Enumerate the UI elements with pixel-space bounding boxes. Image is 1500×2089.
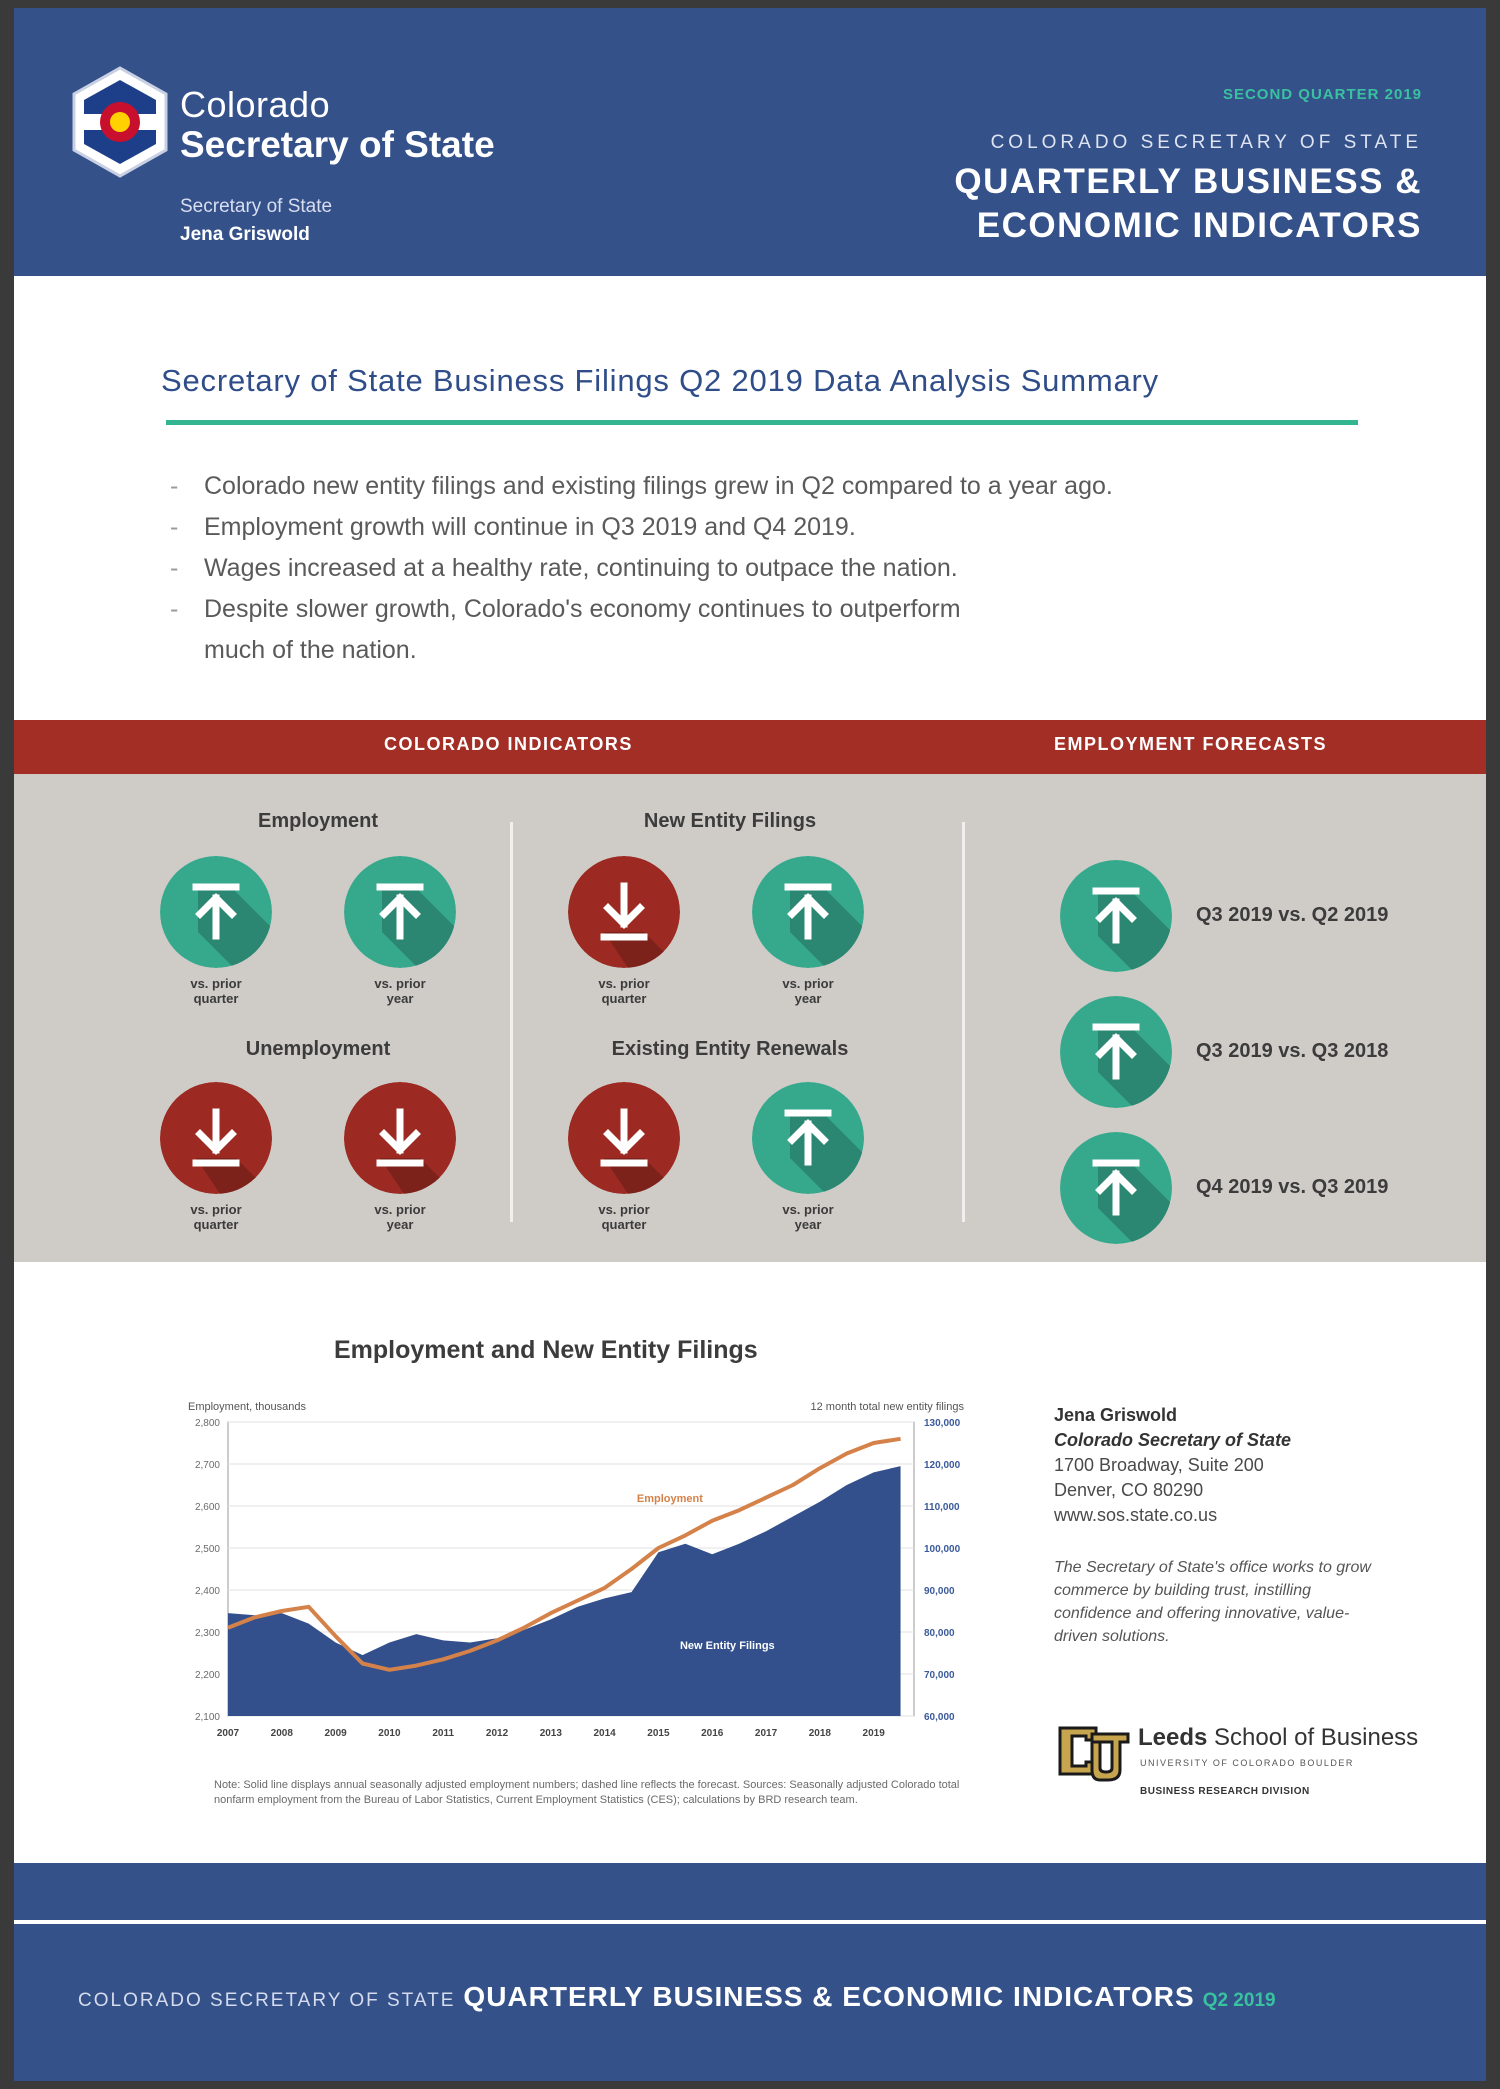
summary-title: Secretary of State Business Filings Q2 2019 Data Analysis Summary [161,363,1159,398]
footer-text [78,1981,1276,2013]
contact-address-line2: Denver, CO 80290 [1054,1480,1204,1500]
report-page [14,8,1486,2081]
y-right-tick-label: 90,000 [924,1586,955,1597]
panel-divider [510,822,513,1222]
x-tick-label: 2007 [216,1728,240,1739]
y-right-tick-label: 80,000 [924,1628,955,1639]
y-right-tick-label: 120,000 [924,1460,961,1471]
y-right-tick-label: 60,000 [924,1712,955,1723]
x-tick-label: 2010 [378,1728,401,1739]
y-right-tick-label: 100,000 [924,1544,961,1555]
x-tick-label: 2014 [593,1728,616,1739]
arrow-indicator-icon [344,856,456,968]
mission-statement: The Secretary of State's office works to grow commerce by building trust, instilling confidence and offering innovative, value-driven solutions. [1054,1559,1371,1645]
indicator-label: vs. prior year [374,1202,426,1232]
forecast-label: Q4 2019 vs. Q3 2019 [1196,1176,1389,1198]
indicator-label: vs. prior quarter [598,1202,650,1232]
indicator-label: vs. prior year [374,976,426,1006]
forecast-arrow-icon [1060,996,1172,1108]
official-role: Secretary of State [180,196,333,217]
leeds-division: BUSINESS RESEARCH DIVISION [1140,1786,1310,1797]
colorado-indicators-heading: COLORADO INDICATORS [384,734,633,754]
footer-stripe [14,1863,1486,1920]
x-tick-label: 2008 [270,1728,293,1739]
y-left-tick-label: 2,100 [194,1712,220,1723]
summary-divider [166,420,1358,425]
y-right-axis-label: 12 month total new entity filings [810,1401,964,1413]
indicator-label: vs. prior quarter [190,1202,242,1232]
header-org-caps: COLORADO SECRETARY OF STATE [990,132,1422,153]
y-left-tick-label: 2,300 [194,1628,220,1639]
summary-bullets [164,466,1304,671]
summary-bullet: - Employment growth will continue in Q3 2019 and Q4 2019. [164,507,1304,548]
x-tick-label: 2017 [754,1728,778,1739]
chart-note: Note: Solid line displays annual seasonally adjusted employment numbers; dashed line reflects the forecast. Sources: Seasonally adjusted Colorado total nonfarm employment from the Bureau of Labor Statistics, Current Employment Statistics (CES); calculations by BRD research team. [214,1779,960,1806]
arrow-indicator-icon [752,856,864,968]
employment-series-label: Employment [636,1492,703,1505]
footer-org: COLORADO SECRETARY OF STATE [78,1990,456,2011]
indicator-label: vs. prior quarter [598,976,650,1006]
contact-block [1054,1403,1394,1528]
group-title-employment: Employment [257,810,379,832]
arrow-indicator-icon [160,1082,272,1194]
y-right-tick-label: 70,000 [924,1670,955,1681]
summary-bullet: - Colorado new entity filings and existing filings grew in Q2 compared to a year ago. [164,466,1304,507]
indicators-panel [14,774,1486,1262]
arrow-indicator-icon [160,856,272,968]
org-name-line1: Colorado [180,84,331,125]
x-tick-label: 2011 [432,1728,455,1739]
header-banner [14,8,1486,276]
x-tick-label: 2016 [701,1728,724,1739]
y-left-tick-label: 2,400 [194,1586,220,1597]
x-tick-label: 2012 [485,1728,509,1739]
footer-banner [14,1924,1486,2081]
summary-bullet: - Wages increased at a healthy rate, continuing to outpace the nation. [164,548,1304,589]
forecast-label: Q3 2019 vs. Q3 2018 [1196,1040,1389,1062]
contact-address-line1: 1700 Broadway, Suite 200 [1054,1455,1264,1475]
chart-title: Employment and New Entity Filings [334,1336,758,1364]
indicator-label: vs. prior quarter [190,976,242,1006]
indicator-label: vs. prior year [782,976,834,1006]
y-left-tick-label: 2,200 [194,1670,220,1681]
summary-bullet: - Despite slower growth, Colorado's economy continues to outperform much of the nation. [164,589,1004,671]
y-left-tick-label: 2,800 [194,1418,220,1429]
filings-series-label: New Entity Filings [679,1639,775,1652]
cu-logo-icon [1056,1720,1132,1784]
official-name: Jena Griswold [180,224,310,245]
panel-divider [962,822,965,1222]
leeds-university: UNIVERSITY OF COLORADO BOULDER [1140,1758,1354,1768]
x-tick-label: 2015 [647,1728,670,1739]
x-tick-label: 2019 [862,1728,885,1739]
forecast-arrow-icon [1060,860,1172,972]
x-tick-label: 2013 [539,1728,562,1739]
contact-title: Colorado Secretary of State [1054,1430,1292,1450]
report-title-line1: QUARTERLY BUSINESS & [954,162,1422,201]
group-title-existing-entity-renewals: Existing Entity Renewals [611,1038,849,1060]
footer-quarter: Q2 2019 [1202,1990,1276,2011]
org-name-line2: Secretary of State [180,124,495,165]
footer-title: QUARTERLY BUSINESS & ECONOMIC INDICATORS [463,1981,1195,2012]
employment-filings-chart [164,1378,1024,1768]
arrow-indicator-icon [568,1082,680,1194]
arrow-indicator-icon [344,1082,456,1194]
y-left-tick-label: 2,700 [194,1460,220,1471]
leeds-school-name: Leeds School of Business [1138,1724,1419,1751]
indicators-band [14,720,1486,774]
indicator-label: vs. prior year [782,1202,834,1232]
forecast-arrow-icon [1060,1132,1172,1244]
employment-forecasts-heading: EMPLOYMENT FORECASTS [1054,734,1328,754]
report-title-line2: ECONOMIC INDICATORS [976,206,1422,245]
y-left-tick-label: 2,600 [194,1502,220,1513]
arrow-indicator-icon [752,1082,864,1194]
arrow-indicator-icon [568,856,680,968]
colorado-flag-logo-icon [70,66,170,178]
forecast-label: Q3 2019 vs. Q2 2019 [1196,904,1389,926]
contact-name: Jena Griswold [1054,1405,1178,1425]
group-title-new-entity-filings: New Entity Filings [643,810,817,832]
y-left-tick-label: 2,500 [194,1544,220,1555]
contact-website: www.sos.state.co.us [1054,1505,1218,1525]
x-tick-label: 2009 [324,1728,347,1739]
y-left-axis-label: Employment, thousands [188,1401,307,1413]
y-right-tick-label: 110,000 [924,1502,960,1513]
group-title-unemployment: Unemployment [245,1038,391,1060]
report-quarter: SECOND QUARTER 2019 [1222,86,1422,103]
y-right-tick-label: 130,000 [924,1418,961,1429]
x-tick-label: 2018 [808,1728,831,1739]
